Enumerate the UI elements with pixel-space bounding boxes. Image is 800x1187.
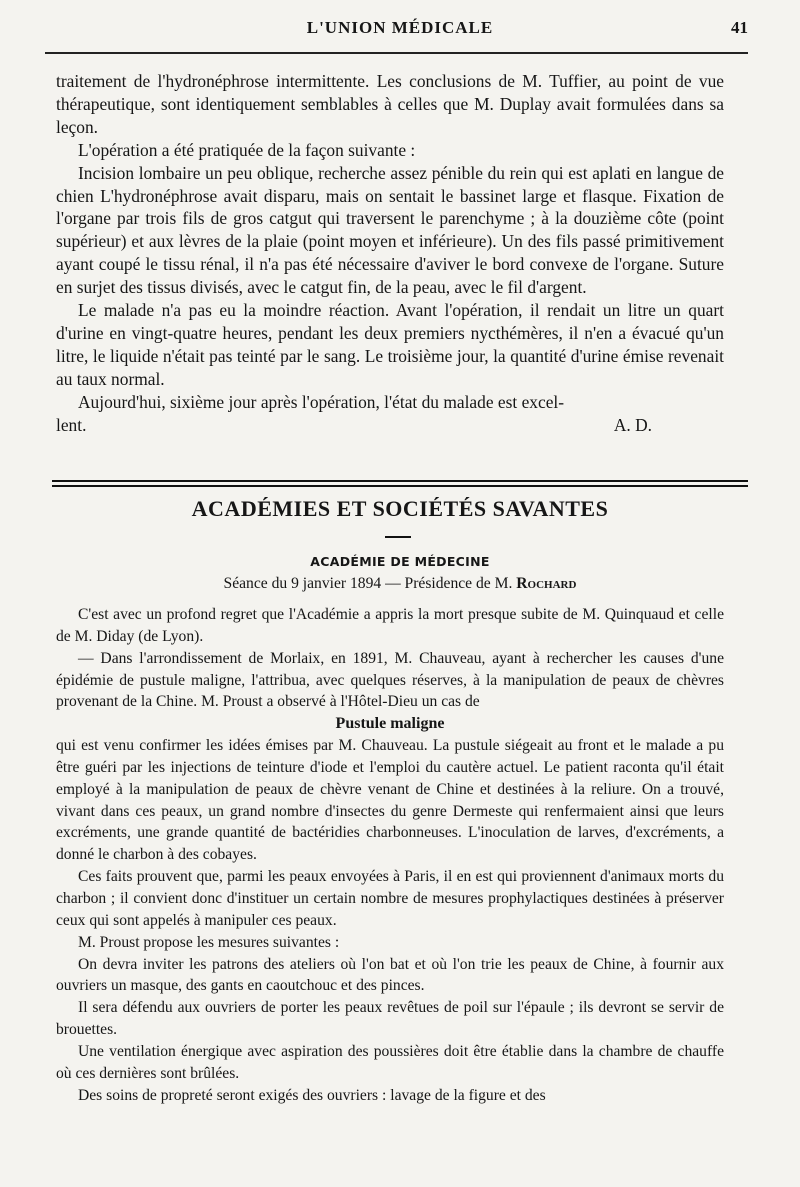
journal-title: L'UNION MÉDICALE xyxy=(306,18,494,37)
section-paragraph: On devra inviter les patrons des ateliers où l'on bat et où l'on trie les peaux de Chine, à fournir aux ouvriers un masque, des gants en caoutchouc et des pinces. xyxy=(56,955,724,995)
article-paragraph: traitement de l'hydronéphrose intermittente. Les conclusions de M. Tuffier, au point de vue thérapeutique, sont identiquement semblables à celles que M. Duplay avait formulées dans sa leçon. xyxy=(56,71,724,137)
session-president: Rochard xyxy=(516,575,577,592)
section-paragraph: Il sera défendu aux ouvriers de porter les peaux revêtues de poil sur l'épaule ; ils devront se servir de brouettes. xyxy=(56,999,724,1039)
article-closing-end: lent. xyxy=(56,414,87,435)
section-paragraph: Ces faits prouvent que, parmi les peaux envoyées à Paris, il en est qui proviennent d'animaux morts du charbon ; il convient donc d'instituer un certain nombre de mesures prophylactiques destinées à préserver ceux qui sont appelés à manipuler ces peaux. xyxy=(56,868,724,929)
article-paragraph: L'opération a été pratiquée de la façon suivante : xyxy=(78,139,416,160)
section-paragraph: C'est avec un profond regret que l'Académie a appris la mort presque subite de M. Quinquaud et celle de M. Diday (de Lyon). xyxy=(56,606,724,645)
header-rule xyxy=(45,52,748,54)
article-closing: Aujourd'hui, sixième jour après l'opération, l'état du malade est excel- xyxy=(78,391,565,412)
session-prefix: Séance du 9 janvier 1894 — Présidence de M. xyxy=(223,575,517,592)
section-rule-top xyxy=(52,480,748,482)
session-line xyxy=(52,575,748,593)
section-paragraph: Des soins de propreté seront exigés des ouvriers : lavage de la figure et des xyxy=(78,1086,546,1104)
article-paragraph: Incision lombaire un peu oblique, recherche assez pénible du rein qui est aplati en langue de chien L'hydronéphrose avait disparu, mais on sentait le bassinet large et flasque. Fixation de l'organe par trois fils de gros catgut qui traversent le parenchyme ; à la douzième côte (point supérieur) et aux lèvres de la plaie (point moyen et inférieure). Un des fils passé primitivement ayant coupé le tissu rénal, il n'a pas été nécessaire d'aviver le bord convexe de l'organe. Suture en surjet des tissus divisés, avec le catgut fin, de la peau, avec le fil d'argent. xyxy=(56,162,724,298)
section-rule-bottom xyxy=(52,485,748,487)
section-title: ACADÉMIES ET SOCIÉTÉS SAVANTES xyxy=(191,496,609,521)
article-paragraph: Le malade n'a pas eu la moindre réaction. Avant l'opération, il rendait un litre un quart d'urine en vingt-quatre heures, pendant les deux premiers nycthémères, il n'en a évacué qu'un litre, le liquide n'était pas teinté par le sang. Le troisième jour, la quantité d'urine émise revenait au taux normal. xyxy=(56,300,724,389)
article-body xyxy=(56,70,724,437)
title-dash xyxy=(385,536,411,538)
section-paragraph: — Dans l'arrondissement de Morlaix, en 1891, M. Chauveau, ayant à rechercher les causes d'une épidémie de pustule maligne, l'attribua, avec quelques réserves, à la manipulation de peaux de chèvres provenant de la Chine. M. Proust a observé à l'Hôtel-Dieu un cas de xyxy=(56,649,724,711)
section-paragraph: qui est venu confirmer les idées émises par M. Chauveau. La pustule siégeait au front et le malade a pu être guéri par les injections de teinture d'iode et l'emploi du cautère actuel. Le patient raconta qu'il était employé à la manipulation de peaux de chèvre venant de Chine et destinées à la reliure. On a trouvé, vivant dans ces peaux, un grand nombre d'insectes du genre Dermeste qui renfermaient ainsi que leurs excréments, une grande quantité de bactéridies charbonneuses. L'inoculation de larves, d'excréments, a donné le charbon à des cobayes. xyxy=(56,737,724,864)
section-body xyxy=(56,604,724,1106)
section-paragraph: M. Proust propose les mesures suivantes : xyxy=(78,933,340,951)
section-paragraph: Une ventilation énergique avec aspiration des poussières doit être établie dans la chambre de chauffe où ces dernières sont brûlées. xyxy=(56,1042,724,1082)
running-head xyxy=(52,14,748,44)
article-closing-line xyxy=(56,414,724,437)
section-subtitle: ACADÉMIE DE MÉDECINE xyxy=(310,554,490,569)
section-subheading: Pustule maligne xyxy=(335,715,445,733)
page-number: 41 xyxy=(731,18,748,37)
article-signature: A. D. xyxy=(613,414,652,435)
